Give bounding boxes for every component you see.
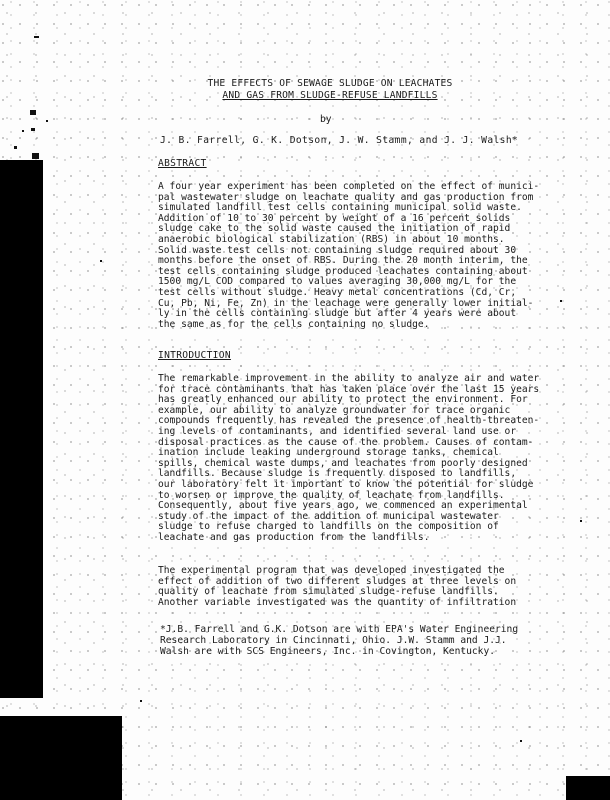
intro-line: disposal practices as the cause of the problem. Causes of contam- [158, 436, 534, 448]
introduction-paragraph-2 [158, 566, 538, 608]
introduction-heading: INTRODUCTION [158, 350, 231, 361]
title-line-2: AND GAS FROM SLUDGE-REFUSE LANDFILLS [222, 90, 438, 101]
intro-line: quality of leachate from simulated sludge-refuse landfills. [158, 586, 499, 598]
intro-line: ing levels of contaminants, and identified several land use or [158, 425, 517, 437]
footnote-line: Research Laboratory in Cincinnati, Ohio. J.W. Stamm and J.J. [160, 635, 507, 646]
intro-line: leachate and gas production from the landfills. [158, 531, 430, 543]
title-line-1: THE EFFECTS OF SEWAGE SLUDGE ON LEACHATES [207, 78, 453, 89]
abstract-paragraph [158, 182, 538, 330]
abstract-line: sludge cake to the solid waste caused the initiation of rapid [158, 223, 511, 235]
abstract-line: Addition of 10 to 30 percent by weight of a 16 percent solids [158, 212, 511, 224]
abstract-line: the same as for the cells containing no sludge. [158, 318, 430, 330]
abstract-line: simulated landfill test cells containing municipal solid waste. [158, 202, 522, 214]
abstract-line: 1500 mg/L COD compared to values averaging 30,000 mg/L for the [158, 276, 517, 288]
abstract-line: Cu, Pb, Ni, Fe, Zn) in the leachage were generally lower initial- [158, 297, 534, 309]
author-list: J. B. Farrell, G. K. Dotson, J. W. Stamm, and J. J. Walsh* [160, 135, 519, 146]
document-title [180, 78, 480, 102]
abstract-heading: ABSTRACT [158, 158, 207, 169]
abstract-line: test cells containing sludge produced leachates containing about [158, 265, 528, 277]
footnote-line: *J.B. Farrell and G.K. Dotson are with EPA's Water Engineering [160, 624, 519, 635]
intro-line: has greatly enhanced our ability to protect the environment. For [158, 394, 528, 406]
abstract-line: ly in the cells containing sludge but after 4 years were about [158, 308, 517, 320]
intro-line: landfills. Because sludge is frequently disposed to landfills, [158, 468, 517, 480]
intro-line: sludge to refuse charged to landfills on the composition of [158, 521, 499, 533]
intro-line: for trace contaminants that has taken place over the last 15 years [158, 383, 540, 395]
introduction-paragraph-1 [158, 374, 538, 544]
byline: by [320, 114, 332, 125]
intro-line: ination include leaking underground storage tanks, chemical [158, 447, 499, 459]
intro-line: The remarkable improvement in the ability to analyze air and water [158, 373, 540, 384]
abstract-line: A four year experiment has been completed on the effect of munici- [158, 181, 540, 192]
abstract-line: pal wastewater sludge on leachate quality and gas production from [158, 191, 534, 203]
intro-line: compounds frequently has revealed the presence of health-threaten- [158, 415, 540, 427]
abstract-line: test cells without sludge. Heavy metal concentrations (Cd, Cr, [158, 286, 517, 298]
intro-line: study of the impact of the addition of municipal wastewater [158, 510, 499, 522]
intro-line: our laboratory felt it important to know the potential for sludge [158, 478, 534, 490]
abstract-line: Solid waste test cells not containing sludge required about 30 [158, 244, 517, 256]
intro-line: effect of addition of two different sludges at three levels on [158, 575, 517, 587]
intro-line: Another variable investigated was the quantity of infiltration [158, 596, 517, 608]
abstract-line: anaerobic biological stabilization (RBS) in about 10 months. [158, 233, 505, 245]
intro-line: The experimental program that was developed investigated the [158, 565, 505, 576]
intro-line: to worsen or improve the quality of leachate from landfills. [158, 489, 505, 501]
intro-line: Consequently, about five years ago, we commenced an experimental [158, 500, 528, 512]
author-footnote [160, 624, 540, 657]
footnote-line: Walsh are with SCS Engineers, Inc. in Covington, Kentucky. [160, 646, 496, 657]
intro-line: example, our ability to analyze groundwater for trace organic [158, 404, 511, 416]
abstract-line: months before the onset of RBS. During the 20 month interim, the [158, 255, 528, 267]
intro-line: spills, chemical waste dumps, and leachates from poorly designed [158, 457, 528, 469]
